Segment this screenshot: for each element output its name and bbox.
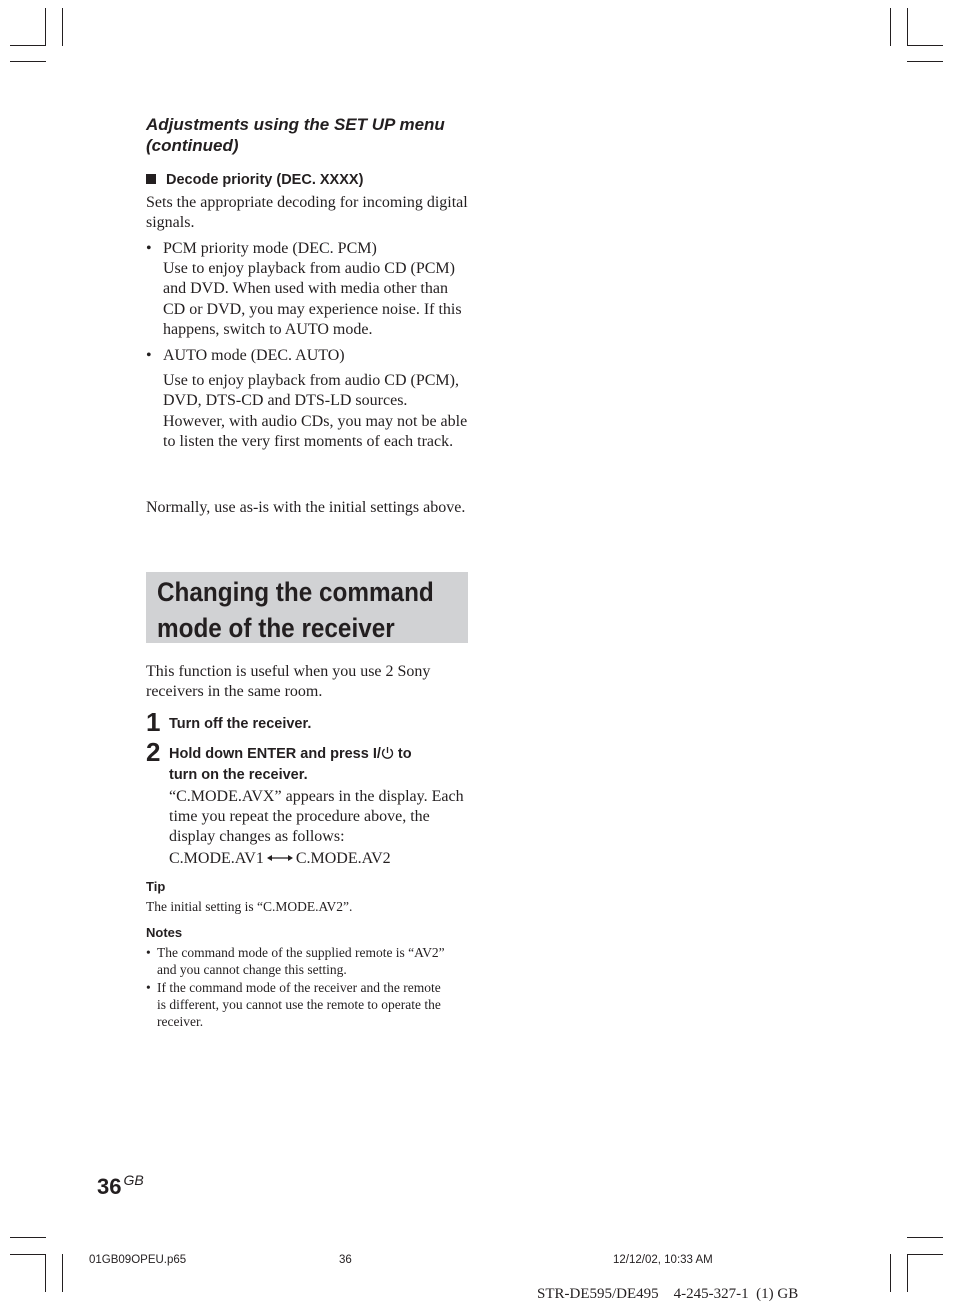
crop-mark <box>10 61 46 62</box>
chapter-heading <box>157 574 436 646</box>
bullet-icon: • <box>146 347 152 365</box>
decode-options-list <box>146 239 471 452</box>
command-intro: This function is useful when you use 2 Sony receivers in the same room. <box>146 663 431 701</box>
crop-mark <box>62 1254 63 1292</box>
bullet-icon: • <box>146 240 152 257</box>
slug-file: 01GB09OPEU.p65 <box>89 1254 187 1266</box>
crop-mark <box>62 8 63 46</box>
page-number-value: 36 <box>97 1174 122 1199</box>
decode-outro: Normally, use as-is with the initial settings above. <box>146 499 466 516</box>
step-text-line: turn on the receiver. <box>169 767 308 783</box>
step-text-part: Hold down ENTER and press I/ <box>169 746 381 762</box>
crop-mark <box>45 8 46 46</box>
mode-to: C.MODE.AV2 <box>295 849 391 867</box>
model-code: STR-DE595/DE495 4-245-327-1 (1) GB <box>537 1286 799 1302</box>
crop-mark <box>890 8 891 46</box>
step-number: 1 <box>146 707 161 737</box>
list-item <box>146 346 471 452</box>
note-text: If the command mode of the receiver and the remote is different, you cannot use the remote to operate the receiver. <box>157 979 441 1030</box>
notes-list <box>146 944 451 1030</box>
crop-mark <box>907 1237 943 1238</box>
chapter-heading-line: mode of the receiver <box>157 613 395 643</box>
chapter-heading-box <box>146 572 468 643</box>
tip-label: Tip <box>146 879 166 894</box>
power-icon <box>381 746 394 766</box>
crop-mark <box>907 1254 943 1255</box>
list-item <box>146 239 471 340</box>
crop-mark <box>907 45 943 46</box>
option-text: Use to enjoy playback from audio CD (PCM) and DVD. When used with media other than CD or DVD, you may experience noise. If this happens, switch to AUTO mode. <box>163 260 462 338</box>
list-item <box>146 944 451 979</box>
step-text-part: to <box>393 746 412 762</box>
section-heading <box>146 171 363 189</box>
square-bullet-icon <box>146 174 156 184</box>
step-detail-text: “C.MODE.AVX” appears in the display. Each time you repeat the procedure above, the display changes as follows: <box>169 788 464 846</box>
step-text-line <box>169 745 469 766</box>
slug-datetime: 12/12/02, 10:33 AM <box>613 1254 713 1266</box>
list-item <box>146 979 451 1031</box>
crop-mark <box>907 1254 908 1292</box>
decode-intro: Sets the appropriate decoding for incoming digital signals. <box>146 194 468 232</box>
double-arrow-icon <box>267 848 293 868</box>
step-detail <box>169 787 469 869</box>
crop-mark <box>890 1254 891 1292</box>
note-text: The command mode of the supplied remote is “AV2” and you cannot change this setting. <box>157 945 445 978</box>
page-number-suffix: GB <box>123 1172 144 1188</box>
crop-mark <box>10 1254 46 1255</box>
chapter-heading-line: Changing the command <box>157 577 434 607</box>
crop-mark <box>10 45 46 46</box>
option-title: AUTO mode (DEC. AUTO) <box>163 347 345 365</box>
bullet-icon: • <box>146 945 151 960</box>
option-title: PCM priority mode (DEC. PCM) <box>163 240 377 257</box>
bullet-icon: • <box>146 979 151 995</box>
notes-label: Notes <box>146 925 183 940</box>
crop-mark <box>907 61 943 62</box>
step-text <box>169 745 469 785</box>
crop-mark <box>907 8 908 46</box>
mode-cycle <box>169 848 469 869</box>
option-text: Use to enjoy playback from audio CD (PCM), DVD, DTS-CD and DTS-LD sources. However, with audio CDs, you may not be able to listen the very first moments of each track. <box>163 372 468 450</box>
crop-mark <box>45 1254 46 1292</box>
crop-mark <box>10 1237 46 1238</box>
step-number: 2 <box>146 737 161 767</box>
running-head: Adjustments using the SET UP menu (continued) <box>146 115 445 155</box>
mode-from: C.MODE.AV1 <box>169 849 264 867</box>
page-number <box>97 1166 144 1201</box>
section-heading-text: Decode priority (DEC. XXXX) <box>166 172 364 188</box>
tip-text: The initial setting is “C.MODE.AV2”. <box>146 899 353 914</box>
step-text: Turn off the receiver. <box>169 716 312 732</box>
slug-page: 36 <box>339 1254 352 1266</box>
